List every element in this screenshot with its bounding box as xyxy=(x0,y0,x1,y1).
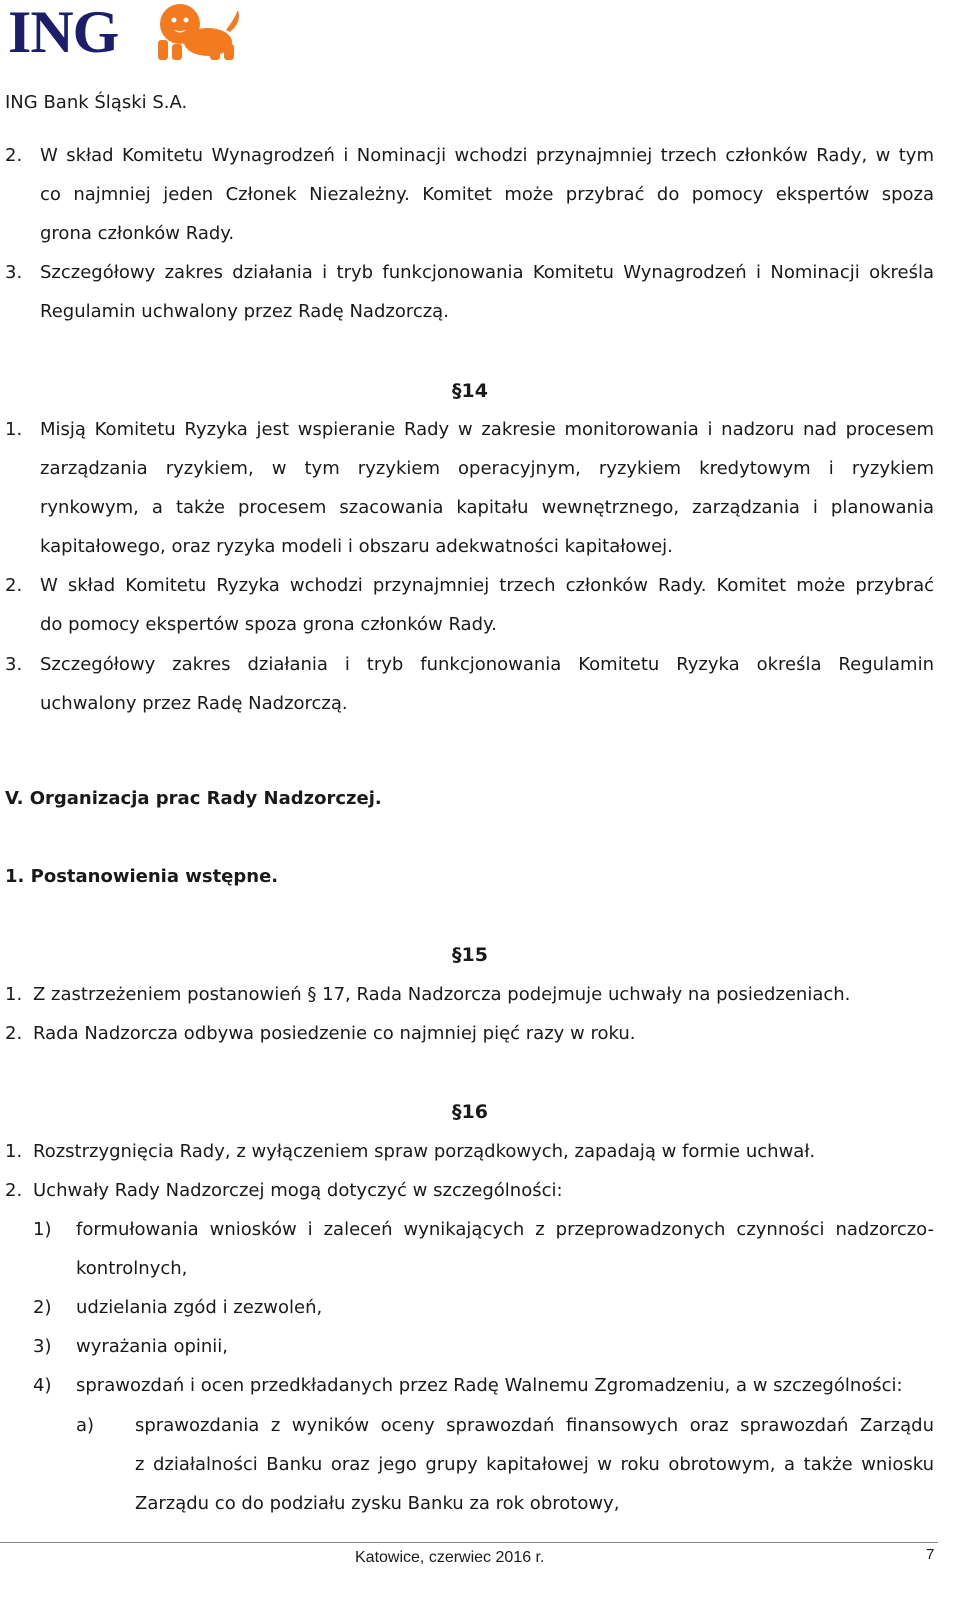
subitem-number: 1) xyxy=(33,1219,52,1240)
paragraph-line: udzielania zgód i zezwoleń, xyxy=(76,1297,323,1318)
item-number: 3. xyxy=(5,262,23,283)
paragraph-line: rynkowym, a także procesem szacowania kapitału wewnętrznego, zarządzania i planowania xyxy=(40,497,934,518)
section-heading: §15 xyxy=(452,944,488,966)
paragraph-line: kapitałowego, oraz ryzyka modeli i obszaru adekwatności kapitałowej. xyxy=(40,536,673,557)
paragraph-line: sprawozdania z wyników oceny sprawozdań finansowych oraz sprawozdań Zarządu xyxy=(135,1415,934,1436)
item-number: 2. xyxy=(5,1180,23,1201)
paragraph-line: Szczegółowy zakres działania i tryb funkcjonowania Komitetu Ryzyka określa Regulamin xyxy=(40,654,934,675)
lion-icon xyxy=(150,2,242,62)
paragraph-line: Misją Komitetu Ryzyka jest wspieranie Rady w zakresie monitorowania i nadzoru nad procesem xyxy=(40,419,934,440)
subitem-number: 2) xyxy=(33,1297,52,1318)
paragraph-line: co najmniej jeden Członek Niezależny. Komitet może przybrać do pomocy ekspertów spoza xyxy=(40,184,934,205)
section-heading: §16 xyxy=(452,1101,488,1123)
logo-text: ING xyxy=(8,0,119,65)
item-number: 1. xyxy=(5,1141,23,1162)
item-number: 2. xyxy=(5,575,23,596)
item-number: 2. xyxy=(5,1023,23,1044)
letter-item-number: a) xyxy=(76,1415,95,1436)
subitem-number: 3) xyxy=(33,1336,52,1357)
page-number: 7 xyxy=(926,1546,935,1563)
paragraph-line: Regulamin uchwalony przez Radę Nadzorczą. xyxy=(40,301,449,322)
paragraph-line: zarządzania ryzykiem, w tym ryzykiem operacyjnym, ryzykiem kredytowym i ryzykiem xyxy=(40,458,934,479)
footer-rule xyxy=(0,1542,938,1543)
paragraph-line: W skład Komitetu Ryzyka wchodzi przynajmniej trzech członków Rady. Komitet może przybrać xyxy=(40,575,934,596)
item-number: 1. xyxy=(5,984,23,1005)
subchapter-heading: 1. Postanowienia wstępne. xyxy=(5,866,279,887)
paragraph-line: Zarządu co do podziału zysku Banku za rok obrotowy, xyxy=(135,1493,620,1514)
item-number: 1. xyxy=(5,419,23,440)
ing-logo xyxy=(8,0,240,65)
section-heading: §14 xyxy=(452,380,488,402)
paragraph-line: Szczegółowy zakres działania i tryb funkcjonowania Komitetu Wynagrodzeń i Nominacji określa xyxy=(40,262,934,283)
paragraph-line: Rozstrzygnięcia Rady, z wyłączeniem spraw porządkowych, zapadają w formie uchwał. xyxy=(33,1141,816,1162)
subitem-number: 4) xyxy=(33,1375,52,1396)
paragraph-line: Z zastrzeżeniem postanowień § 17, Rada Nadzorcza podejmuje uchwały na posiedzeniach. xyxy=(33,984,851,1005)
paragraph-line: kontrolnych, xyxy=(76,1258,188,1279)
paragraph-line: W skład Komitetu Wynagrodzeń i Nominacji wchodzi przynajmniej trzech członków Rady, w tym xyxy=(40,145,934,166)
paragraph-line: sprawozdań i ocen przedkładanych przez Radę Walnemu Zgromadzeniu, a w szczególności: xyxy=(76,1375,903,1396)
paragraph-line: Uchwały Rady Nadzorczej mogą dotyczyć w szczególności: xyxy=(33,1180,563,1201)
item-number: 3. xyxy=(5,654,23,675)
company-name: ING Bank Śląski S.A. xyxy=(5,92,188,113)
paragraph-line: grona członków Rady. xyxy=(40,223,235,244)
paragraph-line: do pomocy ekspertów spoza grona członków Rady. xyxy=(40,614,497,635)
paragraph-line: z działalności Banku oraz jego grupy kapitałowej w roku obrotowym, a także wniosku xyxy=(135,1454,934,1475)
paragraph-line: Rada Nadzorcza odbywa posiedzenie co najmniej pięć razy w roku. xyxy=(33,1023,636,1044)
chapter-heading: V. Organizacja prac Rady Nadzorczej. xyxy=(5,788,382,809)
footer-place-date: Katowice, czerwiec 2016 r. xyxy=(355,1549,545,1566)
paragraph-line: formułowania wniosków i zaleceń wynikających z przeprowadzonych czynności nadzorczo- xyxy=(76,1219,934,1240)
paragraph-line: uchwalony przez Radę Nadzorczą. xyxy=(40,693,348,714)
paragraph-line: wyrażania opinii, xyxy=(76,1336,229,1357)
item-number: 2. xyxy=(5,145,23,166)
